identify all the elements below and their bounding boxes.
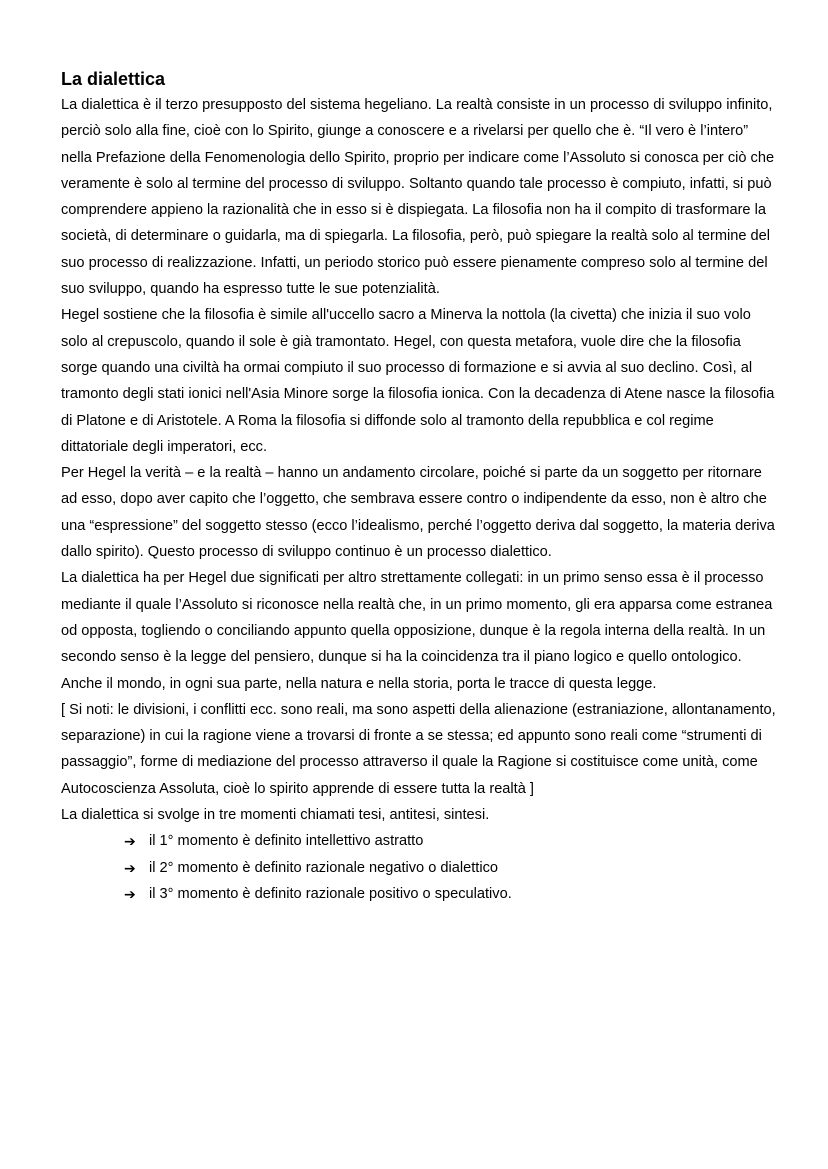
right-arrow-icon: ➔ — [124, 885, 136, 902]
paragraph-circular-truth: Per Hegel la verità – e la realtà – hanno un andamento circolare, poiché si parte da un soggetto per ritornare ad esso, dopo aver capito che l’oggetto, che sembrava essere contro o indipendente da esso, non è altro che una “espressione” del soggetto stesso (ecco l’idealismo, perché l’oggetto deriva dal soggetto, la materia deriva dallo spirito). Questo processo di sviluppo continuo è un processo dialettico. — [61, 465, 775, 561]
paragraph-note: [ Si noti: le divisioni, i conflitti ecc. sono reali, ma sono aspetti della alienazione (estraniazione, allontanamento, separazione) in cui la ragione viene a trovarsi di fronte a se stessa; ed appunto sono reali come “strumenti di passaggio”, forme di mediazione del processo attraverso il quale la Ragione si costituisce come unità, come Autocoscienza Assoluta, cioè lo spirito apprende di essere tutta la realtà ] — [61, 701, 776, 797]
list-item — [61, 881, 776, 907]
paragraph-intro: La dialettica è il terzo presupposto del sistema hegeliano. La realtà consiste in un processo di sviluppo infinito, perciò solo alla fine, cioè con lo Spirito, giunge a conoscere e a rivelarsi per quello che è. “Il vero è l’intero” nella Prefazione della Fenomenologia dello Spirito, proprio per indicare come l’Assoluto si conosca per ciò che veramente è solo al termine del processo di sviluppo. Soltanto quando tale processo è compiuto, infatti, si può comprendere appieno la razionalità che in esso si è dispiegata. La filosofia non ha il compito di trasformare la società, di determinare o guidarla, ma di spiegarla. La filosofia, però, può spiegare la realtà solo al termine del suo processo di realizzazione. Infatti, un periodo storico può essere pienamente compreso solo al termine del suo sviluppo, quando ha espresso tutte le sue potenzialità. — [61, 97, 775, 298]
paragraph-two-meanings: La dialettica ha per Hegel due significati per altro strettamente collegati: in un primo senso essa è il processo mediante il quale l’Assoluto si riconosce nella realtà che, in un primo momento, gli era apparsa come estranea od opposta, togliendo o conciliando appunto quella opposizione, dunque è la regola interna della realtà. In un secondo senso è la legge del pensiero, dunque si ha la coincidenza tra il piano logico e quello ontologico. Anche il mondo, in ogni sua parte, nella natura e nella storia, porta le tracce di questa legge. — [61, 570, 773, 692]
paragraph-minerva-owl: Hegel sostiene che la filosofia è simile all'uccello sacro a Minerva la nottola (la civetta) che inizia il suo volo solo al crepuscolo, quando il sole è già tramontato. Hegel, con questa metafora, vuole dire che la filosofia sorge quando una civiltà ha ormai compiuto il suo processo di formazione e si avvia al suo declino. Così, al tramonto degli stati ionici nell'Asia Minore sorge la filosofia ionica. Con la decadenza di Atene nasce la filosofia di Platone e di Aristotele. A Roma la filosofia si diffonde solo al tramonto della repubblica e col regime dittatoriale degli imperatori, ecc. — [61, 307, 775, 455]
right-arrow-icon: ➔ — [124, 859, 136, 876]
list-item — [61, 855, 776, 881]
page-title: La dialettica — [61, 69, 166, 89]
list-item-text: il 1° momento è definito intellettivo astratto — [149, 833, 424, 850]
moments-list — [61, 828, 776, 907]
list-item — [61, 828, 776, 854]
right-arrow-icon: ➔ — [124, 833, 136, 850]
paragraph-three-moments: La dialettica si svolge in tre momenti chiamati tesi, antitesi, sintesi. — [61, 807, 490, 824]
list-item-text: il 3° momento è definito razionale positivo o speculativo. — [149, 885, 512, 902]
list-item-text: il 2° momento è definito razionale negativo o dialettico — [149, 859, 498, 876]
document-body — [61, 66, 776, 907]
